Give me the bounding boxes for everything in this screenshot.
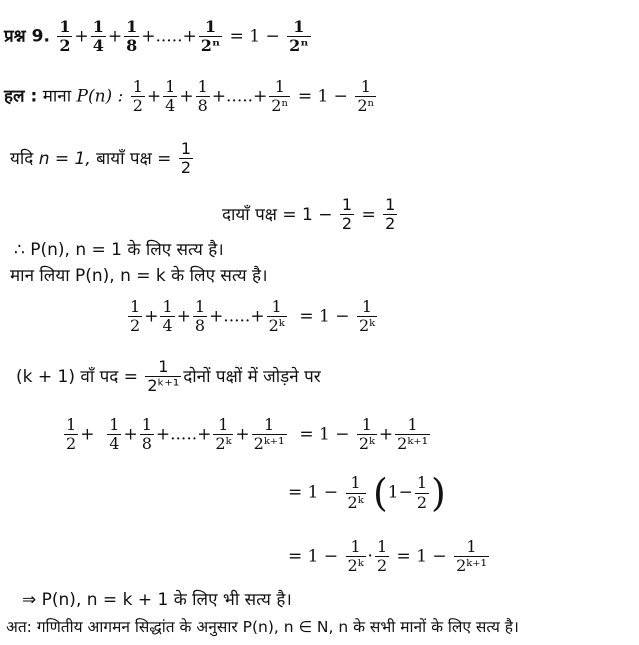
right-paren: )	[431, 471, 446, 515]
fraction: $\frac{1}{\text{2ᵏ}}$	[358, 415, 375, 454]
base-case-lhs	[10, 140, 195, 178]
fraction: $\frac{1}{8}$	[126, 17, 138, 56]
mid-text: = 1 −	[396, 546, 447, 567]
fraction: $\frac{1}{2}$	[416, 473, 428, 512]
fraction: $\frac{1}{\text{2ᵏ⁺¹}}$	[456, 537, 487, 576]
fraction: $\frac{1}{\text{2ⁿ}}$	[357, 77, 375, 116]
rhs-text: = 1 −	[229, 26, 280, 47]
equation-k: $\frac{1}{2}$ + $\frac{1}{4}$ + $\frac{1}{8}$ +.....+ $\frac{1}{\text{2ᵏ}}$ = 1 − $\frac{1}{\text{2ᵏ}}$	[130, 297, 375, 336]
base-case-rhs	[222, 196, 399, 234]
fraction: $\frac{1}{8}$	[141, 415, 152, 454]
n-equals-1: n = 1,	[38, 148, 91, 169]
fraction: $\frac{1}{2}$	[132, 77, 143, 116]
fraction: $\frac{1}{\text{2ⁿ}}$	[271, 77, 289, 116]
fraction: $\frac{1}{\text{2ᵏ}}$	[347, 473, 364, 512]
fraction: $\frac{1}{2}$	[66, 415, 77, 454]
rhs-label: दायाँ पक्ष = 1 −	[222, 204, 333, 225]
dot-operator: ·	[367, 546, 373, 567]
fraction: $\frac{1}{2}$	[130, 297, 141, 336]
term-label: (k + 1) वाँ पद =	[16, 366, 138, 387]
equals-sign: =	[361, 204, 376, 225]
solution-line: हल : माना P(n) : $\frac{1}{2}$ + $\frac{1}{4}$ + $\frac{1}{8}$ +.....+ $\frac{1}{\text{2ⁿ}}$ = 1 − $\frac{1}{\text{2ⁿ}}$	[4, 77, 375, 116]
series-dots: +.....+	[211, 86, 268, 107]
term-post: दोनों पक्षों में जोड़ने पर	[183, 366, 321, 387]
fraction: $\frac{1}{4}$	[92, 17, 104, 56]
fraction: $\frac{1}{8}$	[194, 297, 206, 336]
assume-word: माना	[42, 86, 72, 107]
rhs-text: = 1 −	[288, 482, 339, 503]
next-term-line	[16, 358, 321, 396]
fraction: $\frac{1}{\text{2ᵏ⁺¹}}$	[253, 415, 285, 454]
question-label: प्रश्न 9.	[4, 26, 50, 47]
step-1: $\frac{1}{2}$ + $\frac{1}{4}$ + $\frac{1}{8}$ +.....+ $\frac{1}{\text{2ᵏ}}$ + $\frac{1}{\text{2ᵏ⁺¹}}$ = 1 − $\frac{1}{\text{2ᵏ}}$ + $\frac{1}{\text{2ᵏ⁺¹}}$	[66, 415, 429, 454]
fraction: $\frac{1}{\text{2ᵏ}}$	[268, 297, 285, 336]
series-dots: +.....+	[141, 26, 197, 47]
pn-label: P(n) :	[76, 86, 124, 107]
assume-k-line: मान लिया P(n), n = k के लिए सत्य है।	[10, 266, 268, 286]
step-3	[288, 538, 491, 576]
fraction: $\frac{1}{2}$	[341, 195, 353, 234]
fraction: $\frac{1}{\text{2ᵏ}}$	[215, 415, 232, 454]
lhs-label: बायाँ पक्ष =	[96, 148, 172, 169]
fraction: $\frac{1}{4}$	[109, 415, 120, 454]
series-dots: +.....+	[155, 424, 212, 445]
rhs-text: = 1 −	[288, 546, 339, 567]
rhs-text: = 1 −	[299, 306, 350, 327]
series-dots: +.....+	[209, 306, 265, 327]
fraction: $\frac{1}{2}$	[180, 139, 192, 178]
fraction: $\frac{1}{\text{2ᵏ⁺¹}}$	[397, 415, 429, 454]
step-2: = 1 − $\frac{1}{\text{2ᵏ}}$ (1− $\frac{1}{2}$ )	[288, 471, 446, 515]
fraction: $\frac{1}{2}$	[376, 537, 388, 576]
final-conclusion: अत: गणितीय आगमन सिद्धांत के अनुसार P(n), n ∈ N, n के सभी मानों के लिए सत्य है।	[6, 618, 519, 636]
left-paren: (	[372, 471, 388, 515]
fraction: $\frac{1}{\text{2ᵏ}}$	[347, 537, 364, 576]
question-line: प्रश्न 9. $\frac{1}{2}$ + $\frac{1}{4}$ + $\frac{1}{8}$ +.....+ $\frac{1}{\text{2ⁿ}}$ = 1 − $\frac{1}{\text{2ⁿ}}$	[4, 17, 309, 56]
fraction: $\frac{1}{\text{2ⁿ}}$	[289, 17, 309, 56]
conclusion-k1: ⇒ P(n), n = k + 1 के लिए भी सत्य है।	[22, 590, 292, 610]
fraction: $\frac{1}{4}$	[165, 77, 176, 116]
rhs-text: = 1 −	[299, 424, 350, 445]
solution-label: हल :	[4, 86, 38, 107]
fraction: $\frac{1}{4}$	[162, 297, 173, 336]
fraction: $\frac{1}{2}$	[59, 17, 71, 56]
if-word: यदि	[10, 148, 34, 169]
conclusion-base: ∴ P(n), n = 1 के लिए सत्य है।	[14, 240, 224, 260]
fraction: $\frac{1}{\text{2ᵏ}}$	[358, 297, 375, 336]
rhs-text: = 1 −	[297, 86, 348, 107]
fraction: $\frac{1}{\text{2ᵏ⁺¹}}$	[147, 357, 180, 396]
fraction: $\frac{1}{\text{2ⁿ}}$	[200, 17, 221, 56]
fraction: $\frac{1}{8}$	[197, 77, 208, 116]
fraction: $\frac{1}{2}$	[385, 195, 396, 234]
